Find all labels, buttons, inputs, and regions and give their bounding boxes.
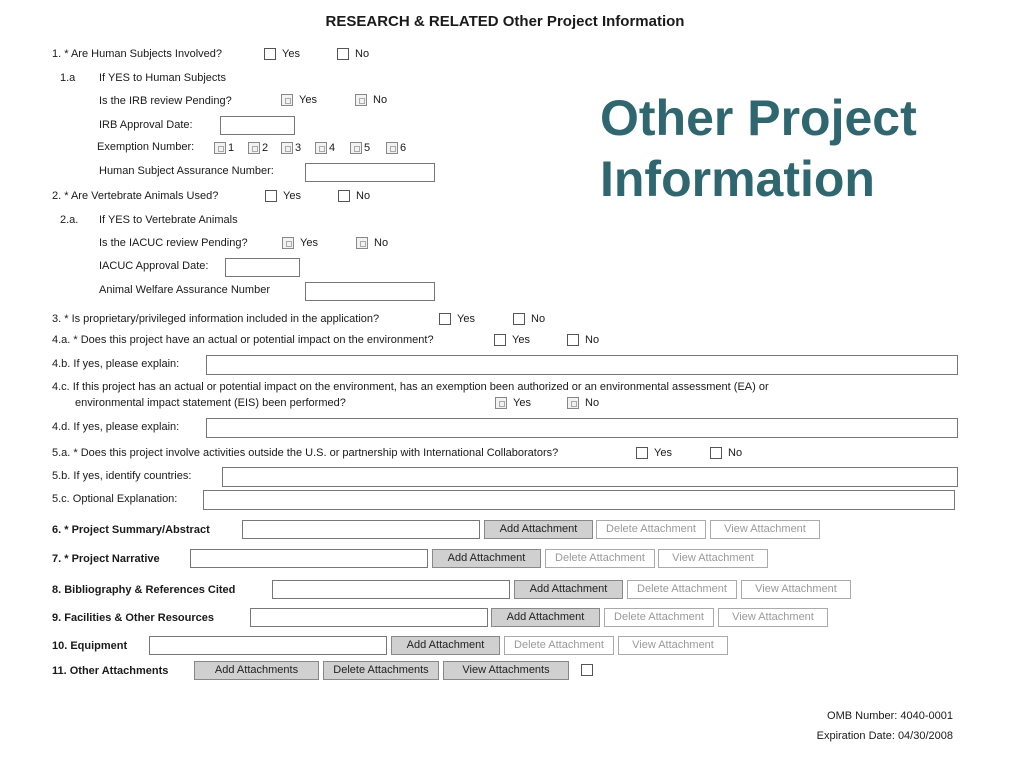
irb-date-input[interactable] bbox=[220, 116, 295, 135]
q1-no-label: No bbox=[355, 48, 370, 60]
iacuc-no-option bbox=[356, 237, 388, 249]
q9-label: 9. Facilities & Other Resources bbox=[52, 612, 215, 624]
q4c-no-option bbox=[567, 397, 599, 409]
q1a-label: If YES to Human Subjects bbox=[99, 72, 226, 84]
q4a-no-option[interactable] bbox=[567, 334, 599, 346]
q1-no-option[interactable] bbox=[337, 48, 369, 60]
irb-no-checkbox bbox=[355, 94, 367, 106]
animal-welfare-input[interactable] bbox=[305, 282, 435, 301]
q4d-input[interactable] bbox=[206, 418, 958, 438]
q10-view-attachment-button: View Attachment bbox=[618, 636, 728, 655]
iacuc-date-label: IACUC Approval Date: bbox=[99, 260, 209, 272]
q10-label: 10. Equipment bbox=[52, 640, 128, 652]
q1-yes-checkbox[interactable] bbox=[264, 48, 276, 60]
slide-heading-line1: Other Project bbox=[600, 90, 917, 146]
q11-view-attachments-button[interactable]: View Attachments bbox=[443, 661, 569, 680]
q3-label: 3. * Is proprietary/privileged information included in the application? bbox=[52, 313, 380, 325]
q11-delete-attachments-button[interactable]: Delete Attachments bbox=[323, 661, 439, 680]
q1-no-checkbox[interactable] bbox=[337, 48, 349, 60]
irb-no-label: No bbox=[373, 94, 388, 106]
q4c-no-label: No bbox=[585, 397, 600, 409]
q7-delete-attachment-button: Delete Attachment bbox=[545, 549, 655, 568]
q5b-label: 5.b. If yes, identify countries: bbox=[52, 470, 192, 482]
q10-delete-attachment-button: Delete Attachment bbox=[504, 636, 614, 655]
slide-heading-line2: Information bbox=[600, 151, 875, 207]
q4a-no-checkbox[interactable] bbox=[567, 334, 579, 346]
q2-yes-label: Yes bbox=[283, 190, 301, 202]
q4a-label: 4.a. * Does this project have an actual or potential impact on the environment? bbox=[52, 334, 434, 346]
irb-yes-checkbox bbox=[281, 94, 293, 106]
q2-no-option[interactable] bbox=[338, 190, 370, 202]
expiration-date: Expiration Date: 04/30/2008 bbox=[816, 730, 953, 742]
human-assurance-input[interactable] bbox=[305, 163, 435, 182]
q5c-input[interactable] bbox=[203, 490, 955, 510]
q4a-yes-option[interactable] bbox=[494, 334, 530, 346]
q4c-label-line1: 4.c. If this project has an actual or potential impact on the environment, has an exemption been authorized or an environmental assessment (EA) or bbox=[52, 381, 769, 393]
q3-no-checkbox[interactable] bbox=[513, 313, 525, 325]
q4b-input[interactable] bbox=[206, 355, 958, 375]
slide-heading bbox=[600, 88, 917, 210]
q8-file-field[interactable] bbox=[272, 580, 510, 599]
q7-label: 7. * Project Narrative bbox=[52, 553, 160, 565]
q5a-no-checkbox[interactable] bbox=[710, 447, 722, 459]
q6-delete-attachment-button: Delete Attachment bbox=[596, 520, 706, 539]
exemption-3-checkbox bbox=[281, 142, 293, 154]
exemption-1-checkbox bbox=[214, 142, 226, 154]
q9-delete-attachment-button: Delete Attachment bbox=[604, 608, 714, 627]
q2-yes-option[interactable] bbox=[265, 190, 301, 202]
iacuc-yes-option bbox=[282, 237, 318, 249]
q6-view-attachment-button: View Attachment bbox=[710, 520, 820, 539]
q6-add-attachment-button[interactable]: Add Attachment bbox=[484, 520, 593, 539]
q4a-yes-checkbox[interactable] bbox=[494, 334, 506, 346]
exemption-6-label: 6 bbox=[400, 142, 407, 154]
q8-add-attachment-button[interactable]: Add Attachment bbox=[514, 580, 623, 599]
q5a-yes-option[interactable] bbox=[636, 447, 672, 459]
q6-file-field[interactable] bbox=[242, 520, 480, 539]
exemption-4-label: 4 bbox=[329, 142, 336, 154]
q9-add-attachment-button[interactable]: Add Attachment bbox=[491, 608, 600, 627]
q4a-yes-label: Yes bbox=[512, 334, 530, 346]
q8-delete-attachment-button: Delete Attachment bbox=[627, 580, 737, 599]
q5b-input[interactable] bbox=[222, 467, 958, 487]
q6-label: 6. * Project Summary/Abstract bbox=[52, 524, 210, 536]
q4d-label: 4.d. If yes, please explain: bbox=[52, 421, 180, 433]
exemption-4-option bbox=[315, 142, 335, 154]
q2-yes-checkbox[interactable] bbox=[265, 190, 277, 202]
q8-label: 8. Bibliography & References Cited bbox=[52, 584, 236, 596]
exemption-2-label: 2 bbox=[262, 142, 269, 154]
q1a-number: 1.a bbox=[60, 72, 76, 84]
irb-date-label: IRB Approval Date: bbox=[99, 119, 193, 131]
exemption-3-option bbox=[281, 142, 301, 154]
q2a-number: 2.a. bbox=[60, 214, 79, 226]
iacuc-pending-label: Is the IACUC review Pending? bbox=[99, 237, 248, 249]
exemption-label: Exemption Number: bbox=[97, 141, 195, 153]
q2-no-label: No bbox=[356, 190, 371, 202]
q3-yes-label: Yes bbox=[457, 313, 475, 325]
q4c-label-line2: environmental impact statement (EIS) been performed? bbox=[75, 397, 346, 409]
q8-view-attachment-button: View Attachment bbox=[741, 580, 851, 599]
exemption-5-option bbox=[350, 142, 370, 154]
q5a-yes-checkbox[interactable] bbox=[636, 447, 648, 459]
q4c-no-checkbox bbox=[567, 397, 579, 409]
q1-yes-option[interactable] bbox=[264, 48, 300, 60]
q7-view-attachment-button: View Attachment bbox=[658, 549, 768, 568]
exemption-2-checkbox bbox=[248, 142, 260, 154]
exemption-3-label: 3 bbox=[295, 142, 302, 154]
q5c-label: 5.c. Optional Explanation: bbox=[52, 493, 178, 505]
exemption-1-label: 1 bbox=[228, 142, 235, 154]
q4a-no-label: No bbox=[585, 334, 600, 346]
q9-view-attachment-button: View Attachment bbox=[718, 608, 828, 627]
human-assurance-label: Human Subject Assurance Number: bbox=[99, 165, 274, 177]
q5a-yes-label: Yes bbox=[654, 447, 672, 459]
q10-add-attachment-button[interactable]: Add Attachment bbox=[391, 636, 500, 655]
iacuc-yes-checkbox bbox=[282, 237, 294, 249]
q3-yes-checkbox[interactable] bbox=[439, 313, 451, 325]
exemption-6-checkbox bbox=[386, 142, 398, 154]
q9-file-field[interactable] bbox=[250, 608, 488, 627]
q4c-yes-option bbox=[495, 397, 531, 409]
exemption-1-option bbox=[214, 142, 234, 154]
irb-no-option bbox=[355, 94, 387, 106]
iacuc-no-checkbox bbox=[356, 237, 368, 249]
q5a-label: 5.a. * Does this project involve activities outside the U.S. or partnership with International Collaborators? bbox=[52, 447, 559, 459]
q7-file-field[interactable] bbox=[190, 549, 428, 568]
exemption-5-checkbox bbox=[350, 142, 362, 154]
form-title: RESEARCH & RELATED Other Project Information bbox=[325, 13, 685, 30]
q11-add-attachments-button[interactable]: Add Attachments bbox=[194, 661, 319, 680]
q5a-no-label: No bbox=[728, 447, 743, 459]
q3-no-option[interactable] bbox=[513, 313, 545, 325]
irb-yes-option bbox=[281, 94, 317, 106]
q11-label: 11. Other Attachments bbox=[52, 665, 169, 677]
q3-no-label: No bbox=[531, 313, 546, 325]
exemption-5-label: 5 bbox=[364, 142, 371, 154]
exemption-6-option bbox=[386, 142, 406, 154]
q7-add-attachment-button[interactable]: Add Attachment bbox=[432, 549, 541, 568]
q4c-yes-checkbox bbox=[495, 397, 507, 409]
animal-welfare-label: Animal Welfare Assurance Number bbox=[99, 284, 270, 296]
q2a-label: If YES to Vertebrate Animals bbox=[99, 214, 238, 226]
q4c-yes-label: Yes bbox=[513, 397, 531, 409]
q1-label: 1. * Are Human Subjects Involved? bbox=[52, 48, 222, 60]
q11-checkbox[interactable] bbox=[581, 664, 593, 676]
q3-yes-option[interactable] bbox=[439, 313, 475, 325]
q1-yes-label: Yes bbox=[282, 48, 300, 60]
iacuc-date-input[interactable] bbox=[225, 258, 300, 277]
q4b-label: 4.b. If yes, please explain: bbox=[52, 358, 180, 370]
exemption-4-checkbox bbox=[315, 142, 327, 154]
q5a-no-option[interactable] bbox=[710, 447, 742, 459]
exemption-2-option bbox=[248, 142, 268, 154]
irb-yes-label: Yes bbox=[299, 94, 317, 106]
q2-label: 2. * Are Vertebrate Animals Used? bbox=[52, 190, 219, 202]
q10-file-field[interactable] bbox=[149, 636, 387, 655]
iacuc-no-label: No bbox=[374, 237, 389, 249]
q2-no-checkbox[interactable] bbox=[338, 190, 350, 202]
irb-pending-label: Is the IRB review Pending? bbox=[99, 95, 232, 107]
omb-number: OMB Number: 4040-0001 bbox=[827, 710, 953, 722]
iacuc-yes-label: Yes bbox=[300, 237, 318, 249]
